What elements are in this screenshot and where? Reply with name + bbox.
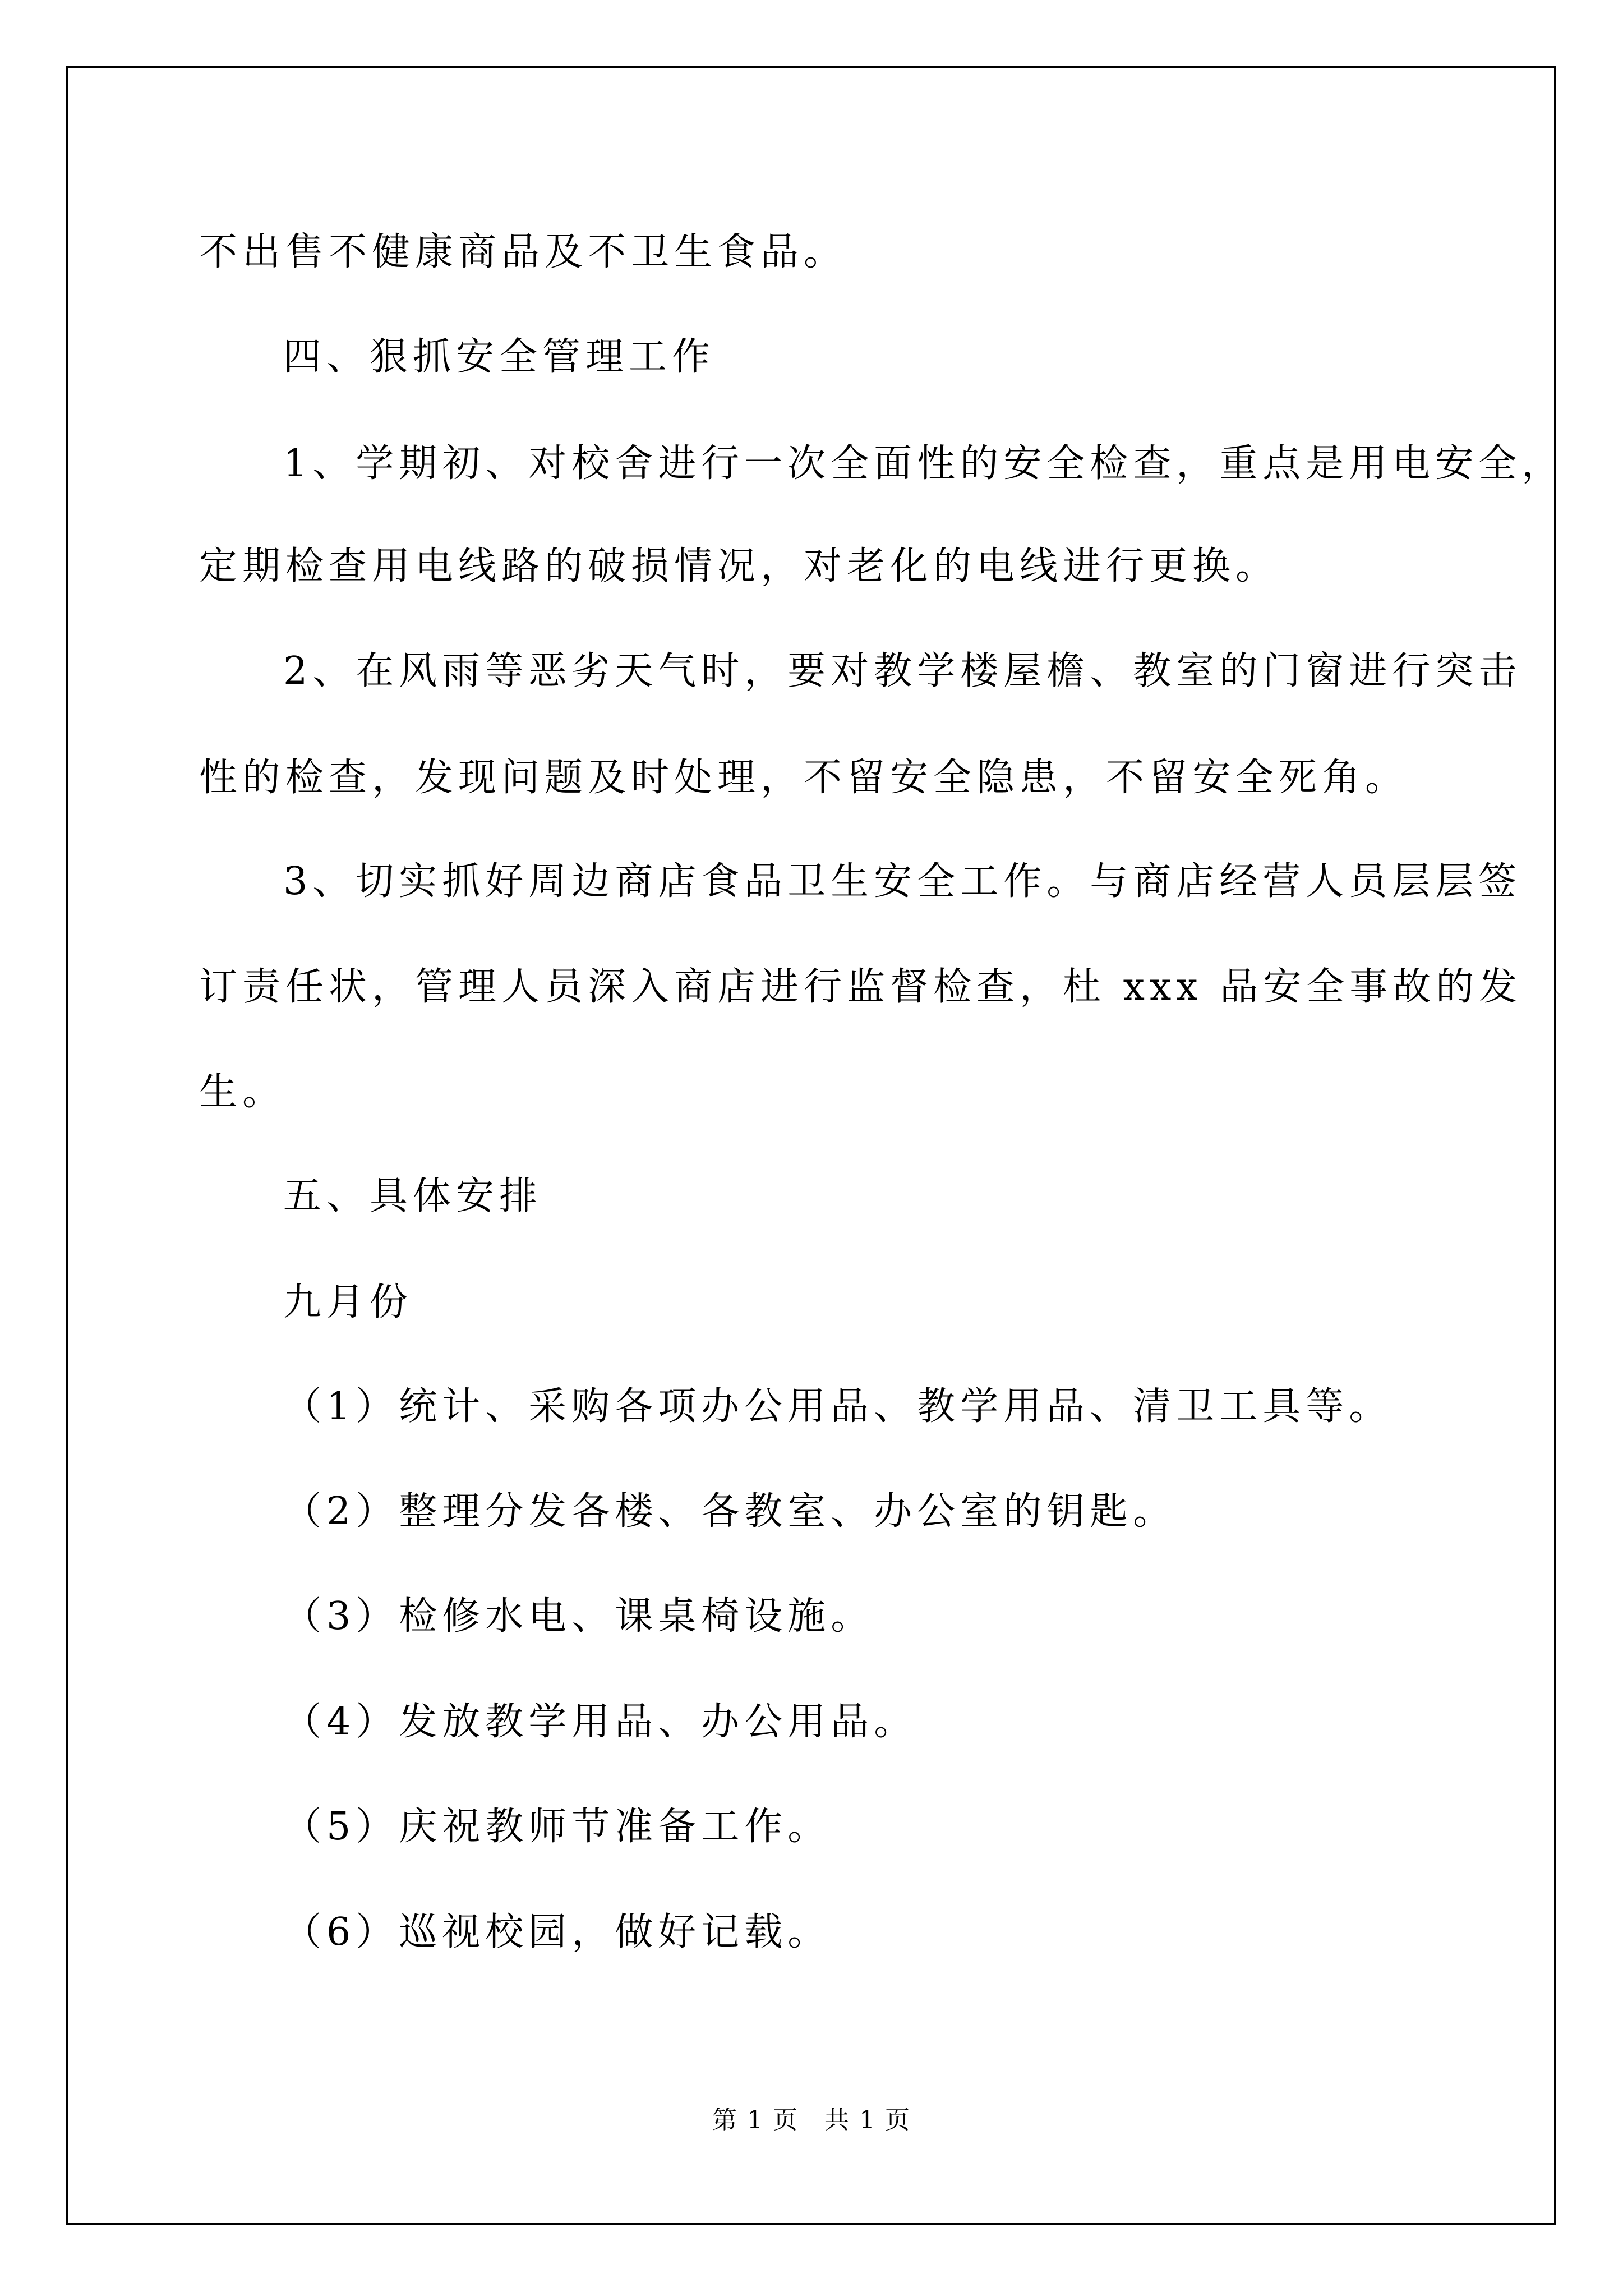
list-item: （1）统计、采购各项办公用品、教学用品、清卫工具等。 bbox=[283, 1384, 1393, 1429]
text-line: 1、学期初、对校舍进行一次全面性的安全检查，重点是用电安全， bbox=[283, 441, 1565, 486]
text-line: 订责任状，管理人员深入商店进行监督检查，杜 xxx 品安全事故的发 bbox=[199, 965, 1523, 1009]
text-line: 2、在风雨等恶劣天气时，要对教学楼屋檐、教室的门窗进行突击 bbox=[283, 649, 1522, 693]
list-item: （5）庆祝教师节准备工作。 bbox=[283, 1805, 831, 1849]
subsection-heading: 九月份 bbox=[283, 1280, 413, 1324]
text-line: 不出售不健康商品及不卫生食品。 bbox=[199, 230, 847, 274]
text-line: 3、切实抓好周边商店食品卫生安全工作。与商店经营人员层层签 bbox=[283, 859, 1522, 904]
text-line: 性的检查，发现问题及时处理，不留安全隐患，不留安全死角。 bbox=[199, 756, 1409, 800]
text-line: 定期检查用电线路的破损情况，对老化的电线进行更换。 bbox=[199, 544, 1279, 588]
list-item: （4）发放教学用品、办公用品。 bbox=[283, 1700, 917, 1744]
section-heading: 五、具体安排 bbox=[283, 1174, 543, 1218]
list-item: （3）检修水电、课桌椅设施。 bbox=[283, 1594, 874, 1639]
list-item: （6）巡视校园，做好记载。 bbox=[283, 1910, 831, 1954]
list-item: （2）整理分发各楼、各教室、办公室的钥匙。 bbox=[283, 1489, 1177, 1534]
section-heading: 四、狠抓安全管理工作 bbox=[283, 335, 716, 379]
page-border bbox=[66, 66, 1556, 2225]
page-number: 第 1 页 共 1 页 bbox=[712, 2106, 911, 2134]
text-line: 生。 bbox=[199, 1070, 286, 1114]
